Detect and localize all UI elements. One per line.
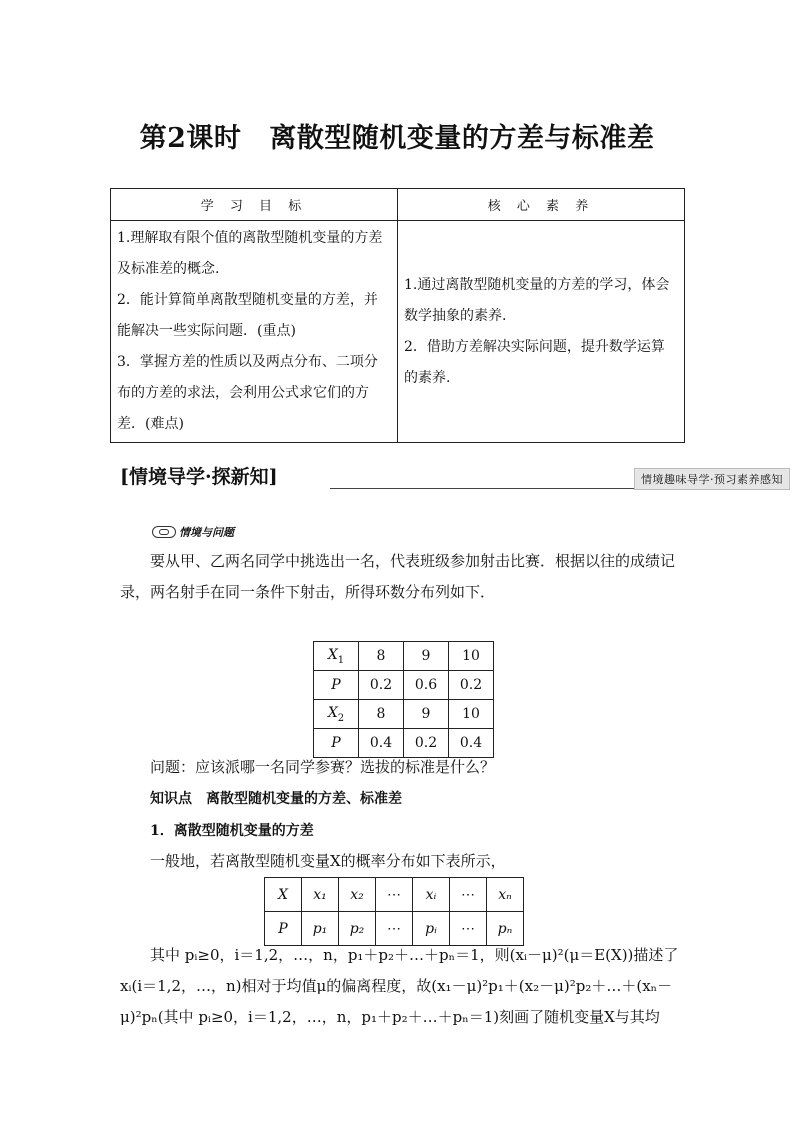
section-banner — [120, 462, 794, 492]
row-label: P — [314, 729, 359, 758]
table-cell: ⋯ — [450, 878, 487, 912]
lesson-number: 第2课时 — [139, 123, 242, 154]
table-cell: xₙ — [487, 878, 524, 912]
knowledge-point: 知识点 离散型随机变量的方差、标准差 — [150, 791, 402, 807]
page-title — [0, 116, 794, 155]
table-cell: 0.2 — [449, 671, 494, 700]
goals-table — [110, 188, 685, 443]
table-cell: 9 — [404, 700, 449, 729]
row-label: $X_2$ — [314, 700, 359, 729]
table-cell: x₂ — [339, 878, 376, 912]
table-cell: ⋯ — [376, 878, 413, 912]
goals-header-left: 学 习 目 标 — [111, 189, 398, 221]
general-intro: 一般地，若离散型随机变量X的概率分布如下表所示， — [150, 852, 506, 870]
table-row — [314, 729, 494, 758]
table-row — [314, 700, 494, 729]
scenario-icon — [152, 526, 176, 538]
table-cell: 9 — [404, 642, 449, 671]
goals-header-right: 核 心 素 养 — [398, 189, 685, 221]
goal-item: 1.理解取有限个值的离散型随机变量的方差及标准差的概念. — [117, 230, 383, 277]
row-label: P — [314, 671, 359, 700]
general-distribution-table — [264, 877, 524, 946]
lesson-title: 离散型随机变量的方差与标准差 — [269, 123, 655, 154]
table-cell: 10 — [449, 700, 494, 729]
table-cell: 0.2 — [359, 671, 404, 700]
table-row — [314, 671, 494, 700]
table-cell: ⋯ — [450, 912, 487, 946]
table-cell: X — [265, 878, 302, 912]
banner-title: [情境导学·探新知] — [120, 466, 278, 488]
table-cell: pᵢ — [413, 912, 450, 946]
banner-tag: 情境趣味导学·预习素养感知 — [634, 468, 790, 490]
goals-right-cell — [398, 221, 685, 443]
variance-definition-paragraph: 其中 pᵢ≥0，i＝1,2，…，n，p₁＋p₂＋…＋pₙ＝1，则(xᵢ－μ)²(μ＝E(X))描述了xᵢ(i＝1,2，…，n)相对于均值μ的偏离程度，故(x₁－μ)²p₁＋(x₂－μ)²p₂＋…＋(xₙ－μ)²pₙ(其中 pᵢ≥0，i＝1,2，…，n，p₁＋p₂＋…＋pₙ＝1)刻画了随机变量X与其均 — [120, 946, 679, 1026]
table-cell: 0.2 — [404, 729, 449, 758]
goals-left-cell — [111, 221, 398, 443]
distribution-table — [313, 641, 494, 758]
table-cell: 8 — [359, 642, 404, 671]
literacy-item: 2．借助方差解决实际问题，提升数学运算的素养. — [404, 338, 665, 386]
table-cell: pₙ — [487, 912, 524, 946]
table-cell: 0.6 — [404, 671, 449, 700]
table-cell: x₁ — [302, 878, 339, 912]
table-row — [265, 878, 524, 912]
goal-item: 2．能计算简单离散型随机变量的方差，并能解决一些实际问题．(重点) — [117, 292, 378, 339]
table-cell: 0.4 — [449, 729, 494, 758]
section-heading: 1．离散型随机变量的方差 — [150, 823, 314, 839]
table-row — [314, 642, 494, 671]
table-cell: 10 — [449, 642, 494, 671]
question-heading-text: 情境与问题 — [179, 526, 234, 539]
table-cell: ⋯ — [376, 912, 413, 946]
question-heading — [152, 524, 234, 540]
goal-item: 3．掌握方差的性质以及两点分布、二项分布的方差的求法，会利用公式求它们的方差．(难点) — [117, 354, 378, 432]
table-cell: p₁ — [302, 912, 339, 946]
row-label: $X_1$ — [314, 642, 359, 671]
table-cell: P — [265, 912, 302, 946]
table-cell: 8 — [359, 700, 404, 729]
intro-paragraph: 要从甲、乙两名同学中挑选出一名，代表班级参加射击比赛．根据以往的成绩记录，两名射手在同一条件下射击，所得环数分布列如下． — [120, 552, 676, 601]
table-cell: xᵢ — [413, 878, 450, 912]
question-text: 问题：应该派哪一名同学参赛？选拔的标准是什么？ — [150, 758, 496, 776]
literacy-item: 1.通过离散型随机变量的方差的学习，体会数学抽象的素养. — [404, 276, 670, 324]
table-cell: 0.4 — [359, 729, 404, 758]
table-cell: p₂ — [339, 912, 376, 946]
